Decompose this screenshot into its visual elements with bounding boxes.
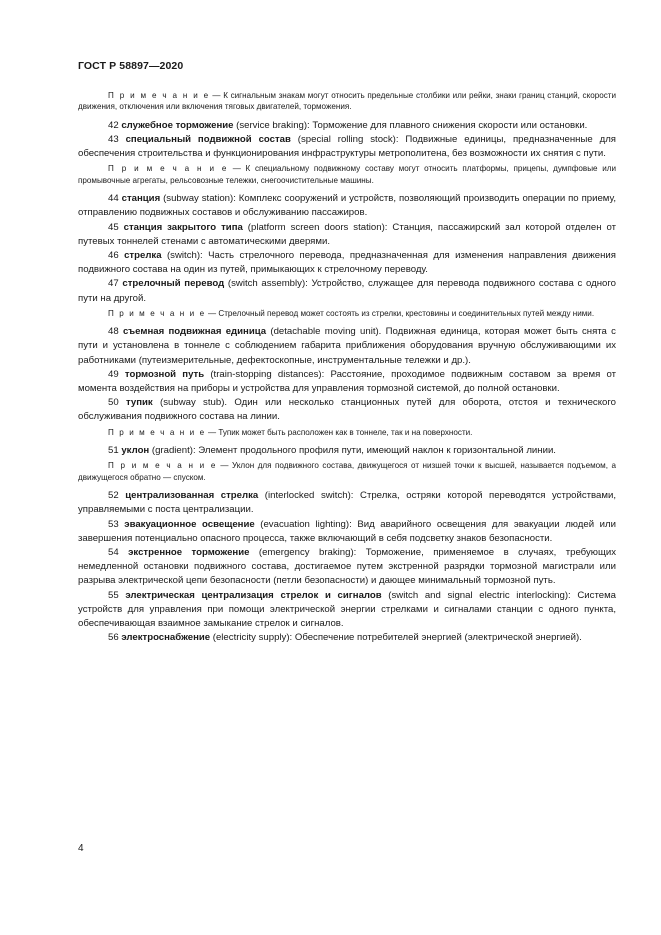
term-number: 49 xyxy=(108,368,119,380)
term-definition: (detachable moving unit). Подвижная единица, которая может быть снята с пути и установлена в тоннеле с соблюдением габарита приближения оборудования вручную обслуживающими их работниками (путеизмерительные, дефектоскопные, инструментальные тележки и др.). xyxy=(78,326,616,366)
term-entry xyxy=(78,192,616,220)
note-label: П р и м е ч а н и е xyxy=(108,308,206,318)
term-entry xyxy=(78,396,616,424)
term-number: 44 xyxy=(108,193,119,205)
term-entry xyxy=(78,546,616,589)
term-number: 51 xyxy=(108,445,119,457)
term-number: 56 xyxy=(108,632,119,644)
term-number: 52 xyxy=(108,490,119,502)
term-entry xyxy=(78,119,616,133)
note-paragraph xyxy=(78,460,616,483)
note-paragraph xyxy=(78,427,616,438)
term-definition: (electricity supply): Обеспечение потребителей энергией (электрической энергией). xyxy=(210,632,582,644)
term-number: 47 xyxy=(108,278,119,290)
term-number: 54 xyxy=(108,546,119,558)
page-number: 4 xyxy=(78,843,84,854)
term-entry xyxy=(78,249,616,277)
note-text: — Уклон для подвижного состава, движущегося от низшей точки к высшей, называется подъемом, а движущегося обратно — спуском. xyxy=(78,461,616,482)
term-name: электроснабжение xyxy=(121,632,211,644)
term-definition: (evacuation lighting): Вид аварийного освещения для эвакуации людей или завершения потенциально опасного процесса, также включающий в себя подсветку знаков безопасности. xyxy=(78,518,616,544)
term-entry xyxy=(78,631,616,645)
note-paragraph xyxy=(78,163,616,186)
term-name: станция xyxy=(121,193,161,205)
term-number: 53 xyxy=(108,518,119,530)
term-entry xyxy=(78,518,616,546)
term-definition: (gradient): Элемент продольного профиля пути, имеющий наклон к горизонтальной линии. xyxy=(149,445,556,457)
note-text: — К специальному подвижному составу могут относить платформы, прицепы, думпфовые или промывочные агрегаты, рельсовозные тележки, снегоочистительные машины. xyxy=(78,164,616,185)
term-name: стрелочный перевод xyxy=(122,278,225,290)
term-name: эвакуационное освещение xyxy=(124,518,255,530)
term-name: экстренное торможение xyxy=(128,546,250,558)
document-body xyxy=(78,90,616,645)
document-code: ГОСТ Р 58897—2020 xyxy=(78,60,184,72)
term-definition: (switch): Часть стрелочного перевода, предназначенная для изменения направления движения подвижного состава на один из путей, примыкающих к стрелочному переводу. xyxy=(78,250,616,276)
term-definition: (platform screen doors station): Станция, пассажирский зал которой отделен от путевых тоннелей стенами с автоматическими дверями. xyxy=(78,221,616,247)
term-name: электрическая централизация стрелок и сигналов xyxy=(125,589,382,601)
term-name: станция закрытого типа xyxy=(123,221,243,233)
term-name: стрелка xyxy=(124,250,162,262)
term-definition: (subway station): Комплекс сооружений и устройств, позволяющий производить операции по приему, отправлению подвижных составов и обслуживанию пассажиров. xyxy=(78,193,617,219)
term-name: тупик xyxy=(125,397,153,409)
term-name: специальный подвижной состав xyxy=(125,134,291,146)
term-number: 48 xyxy=(108,326,119,338)
term-name: централизованная стрелка xyxy=(125,490,259,502)
note-label: П р и м е ч а н и е xyxy=(108,461,217,471)
term-name: уклон xyxy=(121,445,150,457)
term-definition: (subway stub). Один или несколько станционных путей для оборота, отстоя и технического обслуживания подвижного состава на линии. xyxy=(78,397,616,423)
note-paragraph xyxy=(78,308,616,319)
term-definition: (service braking): Торможение для плавного снижения скорости или остановки. xyxy=(233,119,588,131)
term-number: 42 xyxy=(108,119,119,131)
term-number: 45 xyxy=(108,221,119,233)
term-entry xyxy=(78,368,616,396)
note-text: — Тупик может быть расположен как в тоннеле, так и на поверхности. xyxy=(205,427,473,437)
term-entry xyxy=(78,325,616,368)
term-number: 46 xyxy=(108,250,119,262)
note-label: П р и м е ч а н и е xyxy=(108,91,210,100)
term-name: служебное торможение xyxy=(121,119,234,131)
term-entry xyxy=(78,133,616,161)
note-paragraph xyxy=(78,90,616,113)
term-entry xyxy=(78,489,616,517)
term-number: 55 xyxy=(108,589,119,601)
term-name: съемная подвижная единица xyxy=(122,326,267,338)
term-entry xyxy=(78,444,616,458)
term-definition: (switch assembly): Устройство, служащее для перевода подвижного состава с одного пути на другой. xyxy=(78,278,616,304)
note-label: П р и м е ч а н и е xyxy=(108,427,206,437)
note-text: — Стрелочный перевод может состоять из стрелки, крестовины и соединительных путей между ними. xyxy=(205,308,595,318)
note-text: — К сигнальным знакам могут относить предельные столбики или рейки, знаки границ станций, скорости движения, отключения или включения тяговых двигателей, торможения. xyxy=(78,91,616,112)
term-entry xyxy=(78,589,616,632)
term-entry xyxy=(78,277,616,305)
term-definition: (special rolling stock): Подвижные единицы, предназначенные для обеспечения строительства и функционирования инфраструктуры метрополитена, без возможности их снятия с пути. xyxy=(78,134,616,160)
term-number: 50 xyxy=(108,397,119,409)
term-entry xyxy=(78,221,616,249)
term-definition: (train-stopping distances): Расстояние, проходимое подвижным составом за время от момента воздействия на приборы и устройства для управления тормозной системой, до полной остановки. xyxy=(78,368,616,395)
term-definition: (switch and signal electric interlocking): Система устройств для управления при помощи электрической энергии стрелками и сигналами станции с одного пункта, обеспечивающая взаимное замыкание стрелок и сигналов. xyxy=(78,589,617,629)
term-name: тормозной путь xyxy=(124,368,205,380)
note-label: П р и м е ч а н и е xyxy=(108,164,228,174)
term-number: 43 xyxy=(108,134,119,146)
term-definition: (interlocked switch): Стрелка, остряки которой переводятся устройствами, управляемыми с поста централизации. xyxy=(78,490,617,516)
term-definition: (emergency braking): Торможение, применяемое в случаях, требующих немедленной остановки подвижного состава, достигаемое путем экстренной разрядки тормозной магистрали или разрыва электрической цепи безопасности (петли безопасности) и дающее минимальный тормозной путь. xyxy=(78,546,617,587)
